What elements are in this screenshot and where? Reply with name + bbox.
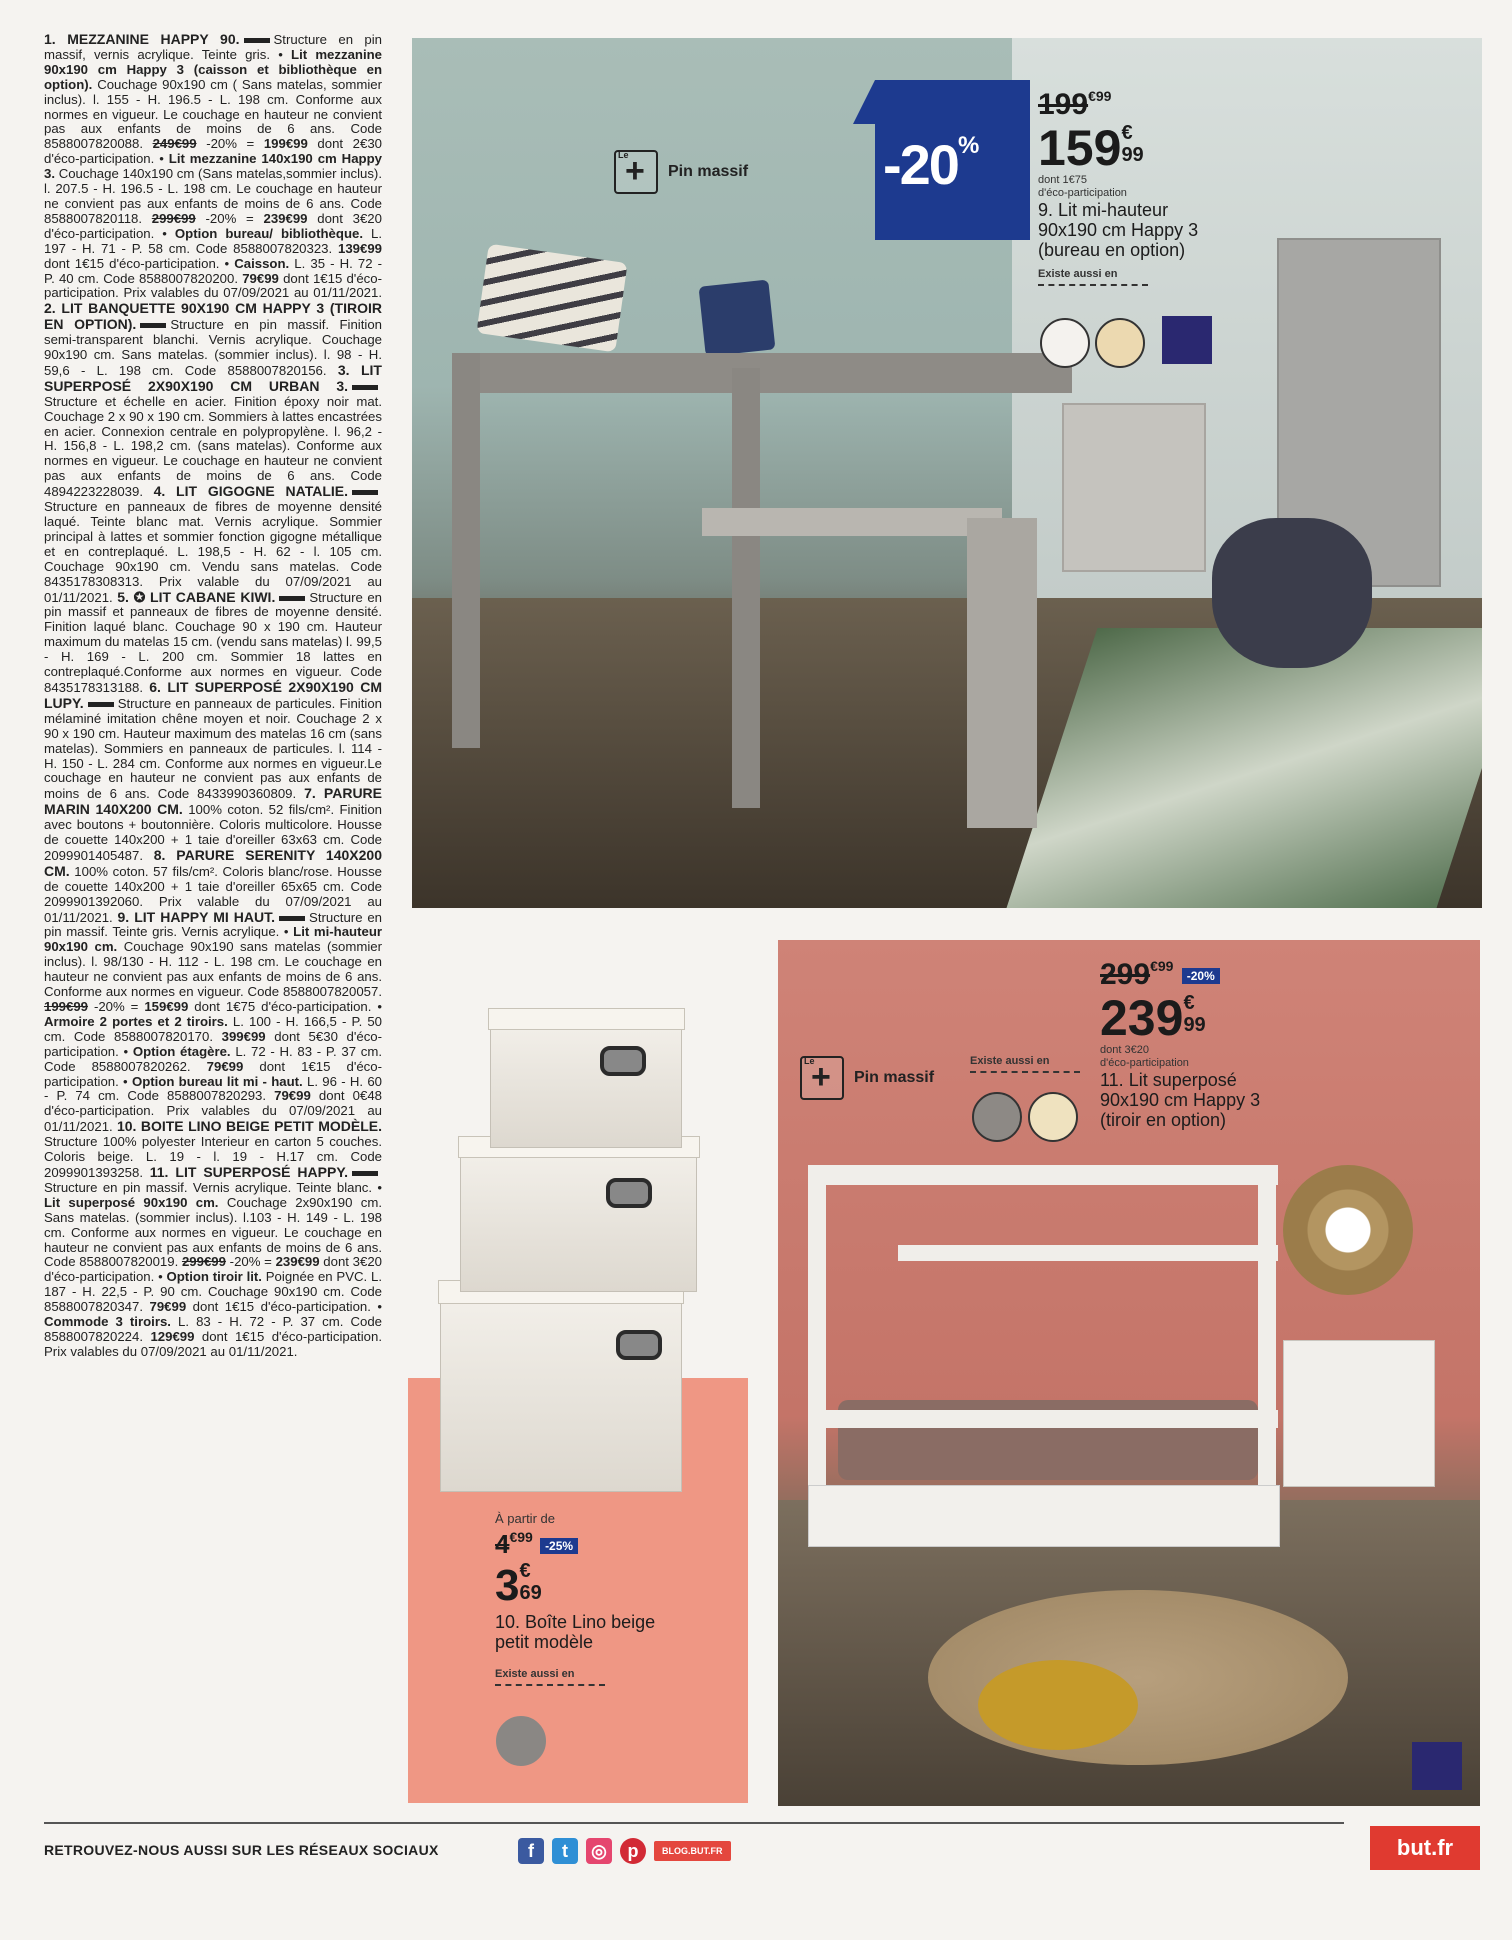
eco-participation xyxy=(1038,174,1258,200)
discount-badge: -25% xyxy=(540,1538,578,1554)
pinterest-icon[interactable]: p xyxy=(620,1838,646,1864)
new-price xyxy=(1100,992,1340,1044)
p11-text4: dont 3€20 d'éco-participation. • xyxy=(44,1254,382,1285)
storage-box-large xyxy=(440,1290,682,1492)
p9-bold3: Option étagère. xyxy=(132,1043,231,1059)
plus-icon-label: + Le xyxy=(804,1056,815,1066)
p1-text9: dont 1€15 d'éco-participation. • xyxy=(44,255,230,271)
new-price-cents: 99 xyxy=(1121,144,1144,166)
p1-text10: L. 35 - H. 72 - P. 40 cm. Code 8588007820200. xyxy=(44,255,382,286)
old-price-cents: €99 xyxy=(1150,958,1174,974)
pillow xyxy=(476,244,627,353)
p11-bold2: Option tiroir lit. xyxy=(166,1269,262,1285)
p1-price4: 79€99 xyxy=(242,270,279,286)
desk xyxy=(702,508,1002,536)
p9-price4: 79€99 xyxy=(274,1088,311,1104)
name-line: 10. Boîte Lino beige xyxy=(495,1612,656,1632)
sun-mirror xyxy=(1283,1165,1413,1295)
p1-new-price2: 239€99 xyxy=(263,210,308,226)
new-price xyxy=(495,1560,735,1612)
euro-sign: € xyxy=(519,1560,531,1582)
p8-text: 100% coton. 57 fils/cm². Coloris blanc/rose. Housse de couette 140x200 + 1 taie d'oreiller 65x65 cm. Code 2099901392060. Prix valable du 07/09/2021 au 01/11/2021. xyxy=(44,863,382,925)
p1-text2: Couchage 90x190 cm ( Sans matelas, sommier inclus). l. 155 - H. 196.5 - L. 198 cm. Conforme aux normes en vigueur. Le couchage en hauteur ne convient pas aux enfants de moins de 6 ans. Code 8588007820088. xyxy=(44,76,382,152)
p8-title: 8. PARURE SERENITY 140X200 CM. xyxy=(44,846,382,879)
product-descriptions xyxy=(44,32,382,1712)
dash xyxy=(88,702,114,707)
shelf xyxy=(1062,403,1206,572)
old-price-int: 299 xyxy=(1100,958,1151,991)
price-block-9 xyxy=(1038,88,1258,286)
also-available: Existe aussi en xyxy=(970,1055,1080,1073)
bunk-rail xyxy=(808,1165,1278,1185)
color-swatch-natural[interactable] xyxy=(1028,1092,1078,1142)
product-name xyxy=(1100,1070,1340,1130)
bean-bag xyxy=(1212,518,1372,668)
p11-bold3: Commode 3 tiroirs. xyxy=(44,1314,171,1330)
feature-tag-pin-massif xyxy=(800,1056,934,1100)
p11-text2: Couchage 2x90x190 cm. Sans matelas. (sommier inclus). l.103 - H. 149 - L. 198 cm. Conforme aux normes en vigueur. Le couchage en hauteur ne convient pas aux enfants de moins de 6 ans. Code 8588007820019. xyxy=(44,1194,382,1270)
euro-sign: € xyxy=(1183,992,1195,1014)
but-fr-logo-link[interactable]: but.fr xyxy=(1370,1826,1480,1870)
p4-title: 4. LIT GIGOGNE NATALIE. xyxy=(153,483,348,500)
p1-text11: dont 1€15 d'éco-participation. Prix valables du 07/09/2021 au 01/11/2021. xyxy=(44,270,382,301)
p1-old-price: 249€99 xyxy=(152,136,197,152)
also-available: Existe aussi en xyxy=(495,1668,605,1686)
old-price-cents: €99 xyxy=(509,1529,533,1545)
box-lid xyxy=(488,1008,685,1030)
discount-percent: % xyxy=(957,132,978,159)
p9-text: Structure en pin massif. Teinte gris. Vernis acrylique. • xyxy=(44,909,382,940)
p7-text: 100% coton. 52 fils/cm². Finition avec boutons + boutonnière. Coloris multicolore. Housse de couette 140x200 + 1 taie d'oreiller 63x63 cm. Code 2099901405487. xyxy=(44,802,382,863)
dash xyxy=(279,916,305,921)
p10-title: 10. BOITE LINO BEIGE PETIT MODÈLE. xyxy=(116,1118,382,1135)
p1-text4: dont 2€30 d'éco-participation. • xyxy=(44,136,382,167)
facebook-icon[interactable]: f xyxy=(518,1838,544,1864)
p1-bold4: Caisson. xyxy=(234,255,290,271)
p9-new-price: 159€99 xyxy=(144,999,189,1014)
p6-title: 6. LIT SUPERPOSÉ 2X90X190 CM LUPY. xyxy=(44,678,382,711)
p11-text7: L. 83 - H. 72 - P. 37 cm. Code 8588007820224. xyxy=(44,1314,382,1344)
old-price xyxy=(1100,958,1340,992)
name-line: (bureau en option) xyxy=(1038,240,1186,260)
box-handle xyxy=(606,1178,652,1208)
p3-title: 3. LIT SUPERPOSÉ 2X90X190 CM URBAN 3. xyxy=(44,361,382,394)
dash xyxy=(279,596,305,601)
p11-text6: dont 1€15 d'éco-participation. • xyxy=(192,1299,382,1315)
p11-title: 11. LIT SUPERPOSÉ HAPPY. xyxy=(149,1163,348,1180)
p11-text8: dont 1€15 d'éco-participation. Prix valables du 07/09/2021 au 01/11/2021. xyxy=(44,1328,382,1359)
p1-text5: Couchage 140x190 cm (Sans matelas,sommier inclus). l. 207.5 - H. 196.5 - L. 198 cm. Le couchage en hauteur ne convient pas aux enfants de moins de 6 ans. Code 8588007820118. xyxy=(44,166,382,226)
jute-rug xyxy=(928,1590,1348,1765)
p10-text: Structure 100% polyester Interieur en carton 5 couches. Coloris beige. L. 19 - l. 19 - H.17 cm. Code 2099901393258. xyxy=(44,1134,382,1180)
p11-old-price: 299€99 xyxy=(181,1254,226,1270)
footer-social-text: RETROUVEZ-NOUS AUSSI SUR LES RÉSEAUX SOCIAUX xyxy=(44,1842,439,1858)
old-price xyxy=(1038,88,1258,122)
discount-badge: -20% xyxy=(1182,968,1220,984)
p1-text3: -20% = xyxy=(206,136,255,152)
p9-text8: dont 1€15 d'éco-participation. • xyxy=(44,1058,382,1089)
bunk-rail xyxy=(808,1410,1278,1428)
discount-value: -20 xyxy=(883,133,958,196)
footer-divider xyxy=(44,1822,1344,1824)
box-handle xyxy=(616,1330,662,1360)
p9-text9: L. 96 - H. 60 - P. 74 cm. Code 8588007820293. xyxy=(44,1073,382,1104)
p9-text6: dont 5€30 d'éco-participation. • xyxy=(44,1028,382,1059)
dash xyxy=(140,323,166,328)
p9-price3: 79€99 xyxy=(206,1058,244,1074)
eco-line: d'éco-participation xyxy=(1038,187,1127,199)
dash xyxy=(352,1171,378,1176)
color-swatch-grey[interactable] xyxy=(972,1092,1022,1142)
old-price-int: 4 xyxy=(495,1529,510,1559)
name-line: petit modèle xyxy=(495,1632,594,1652)
dash xyxy=(244,38,270,43)
discount-badge xyxy=(875,80,1030,240)
p5-title: 5. ✪ LIT CABANE KIWI. xyxy=(117,588,276,605)
p1-text8: L. 197 - H. 71 - P. 58 cm. Code 8588007820323. xyxy=(44,225,382,256)
feature-label: Pin massif xyxy=(668,163,749,180)
p9-text3: -20% = xyxy=(93,999,139,1014)
bed-leg xyxy=(732,368,760,808)
dresser xyxy=(1283,1340,1435,1487)
bed-drawer xyxy=(808,1485,1280,1547)
p1-text: Structure en pin massif, vernis acrylique. Teinte gris. • xyxy=(44,32,382,62)
old-price-cents: €99 xyxy=(1088,88,1112,104)
color-swatch-natural[interactable] xyxy=(1095,318,1145,368)
color-swatch-white[interactable] xyxy=(1040,318,1090,368)
new-price-cents: 99 xyxy=(1183,1014,1206,1036)
name-line: 9. Lit mi-hauteur xyxy=(1038,200,1169,220)
p1-bold: Lit mezzanine 90x190 cm Happy 3 (caisson et bibliothèque en option). xyxy=(44,46,382,92)
p1-new-price: 199€99 xyxy=(263,136,308,152)
feature-tag-pin-massif xyxy=(614,150,748,194)
box-handle xyxy=(600,1046,646,1076)
blog-link[interactable]: BLOG.BUT.FR xyxy=(654,1841,731,1861)
p4-text: Structure en panneaux de fibres de moyenne densité laqué. Teinte blanc mat. Vernis acrylique. Sommier principal à lattes et sommier fonction gigogne métallique et en contreplaqué. L. 198,5 - H. 62 - l. 105 cm. Couchage 90x190 cm. Vendu sans matelas. Code 8435178308313. Prix valable du 07/09/2021 au 01/11/2021. xyxy=(44,499,382,605)
p11-bold: Lit superposé 90x190 cm. xyxy=(44,1194,219,1210)
product-name xyxy=(1038,200,1258,260)
p2-text: Structure en pin massif. Finition semi-transparent blanchi. Vernis acrylique. Couchage 90x190 cm. Sans matelas. (sommier inclus). l. 98 - H. 59,6 - L. 198 cm. Code 8588007820156. xyxy=(44,317,382,378)
feature-label: Pin massif xyxy=(854,1069,935,1086)
old-price xyxy=(495,1529,735,1560)
dash xyxy=(352,385,378,390)
p9-bold2: Armoire 2 portes et 2 tiroirs. xyxy=(44,1013,228,1029)
social-links xyxy=(518,1838,731,1864)
price-block-10 xyxy=(495,1512,735,1686)
p9-text10: dont 0€48 d'éco-participation. Prix valables du 07/09/2021 au 01/11/2021. xyxy=(44,1088,382,1135)
floor-cushion xyxy=(978,1660,1138,1750)
p9-old-price: 199€99 xyxy=(44,999,89,1014)
new-price-int: 239 xyxy=(1100,990,1184,1046)
p9-text5: L. 100 - H. 166,5 - P. 50 cm. Code 8588007820170. xyxy=(44,1013,382,1044)
price-block-11 xyxy=(1100,958,1340,1130)
eco-participation xyxy=(1100,1044,1340,1070)
p1-text6: -20% = xyxy=(205,210,254,226)
eco-line: dont 3€20 xyxy=(1100,1044,1149,1056)
p3-text: Structure et échelle en acier. Finition époxy noir mat. Couchage 2 x 90 x 190 cm. Sommiers à lattes encastrées en acier. Connexion centrale en polypropylène. l. 96,2 - H. 156,8 - L. 198,2 cm. (sans matelas). Conforme aux normes en vigueur. Le couchage en hauteur ne convient pas aux enfants de moins de 6 ans. Code 4894223228039. xyxy=(44,393,382,500)
fabrication-logo xyxy=(1162,316,1212,364)
p9-text4: dont 1€75 d'éco-participation. • xyxy=(194,999,382,1014)
eco-line: d'éco-participation xyxy=(1100,1057,1189,1069)
new-price-cents: 69 xyxy=(519,1582,542,1604)
p9-title: 9. LIT HAPPY MI HAUT. xyxy=(117,908,276,925)
p9-price2: 399€99 xyxy=(221,1028,266,1044)
bunk-post xyxy=(808,1165,826,1495)
name-line: (tiroir en option) xyxy=(1100,1110,1227,1130)
storage-box-medium xyxy=(460,1145,697,1292)
name-line: 90x190 cm Happy 3 xyxy=(1100,1090,1261,1110)
p9-bold4: Option bureau lit mi - haut. xyxy=(131,1073,303,1089)
color-swatch-grey[interactable] xyxy=(496,1716,546,1766)
p1-bold2: Lit mezzanine 140x190 cm Happy 3. xyxy=(44,151,382,182)
instagram-icon[interactable]: ◎ xyxy=(586,1838,612,1864)
product-name xyxy=(495,1612,735,1652)
name-line: 90x190 cm Happy 3 xyxy=(1038,220,1199,240)
p2-title: 2. LIT BANQUETTE 90X190 CM HAPPY 3 (TIROIR EN OPTION). xyxy=(44,300,382,333)
twitter-icon[interactable]: t xyxy=(552,1838,578,1864)
bunk-rail xyxy=(898,1245,1278,1261)
euro-sign: € xyxy=(1121,122,1133,144)
fabrication-logo xyxy=(1412,1742,1462,1790)
also-available: Existe aussi en xyxy=(1038,268,1148,286)
desk-side xyxy=(967,518,1037,828)
plus-icon-label: + Le xyxy=(618,150,629,160)
p11-price3: 129€99 xyxy=(150,1328,195,1344)
new-price-int: 159 xyxy=(1038,120,1122,176)
p9-text2: Couchage 90x190 sans matelas (sommier inclus). l. 98/130 - H. 112 - L. 198 cm. Le couchage en hauteur ne convient pas aux enfants de moins de 6 ans. Conforme aux normes en vigueur. Code 8588007820057. xyxy=(44,939,382,1000)
p11-text: Structure en pin massif. Vernis acrylique. Teinte blanc. • xyxy=(44,1179,382,1195)
p5-text: Structure en pin massif et panneaux de fibres de moyenne densité. Finition laqué blanc. Couchage 90 x 190 cm. Hauteur maximum du matelas 15 cm. (vendu sans matelas) l. 99,5 - H. 169 - L. 200 cm. Sommier 18 lattes en contreplaqué.Conforme aux normes en vigueur. Code 8435178313188. xyxy=(44,589,382,695)
new-price xyxy=(1038,122,1258,174)
p7-title: 7. PARURE MARIN 140X200 CM. xyxy=(44,785,382,818)
name-line: 11. Lit superposé xyxy=(1100,1070,1237,1090)
new-price-int: 3 xyxy=(495,1561,520,1610)
pillow xyxy=(699,280,776,357)
p11-new-price: 239€99 xyxy=(275,1254,320,1270)
p1-bold3: Option bureau/ bibliothèque. xyxy=(174,225,363,241)
bed-leg xyxy=(452,353,480,748)
dash xyxy=(352,490,378,495)
p1-price3: 139€99 xyxy=(337,240,382,256)
old-price-int: 199 xyxy=(1038,88,1089,121)
p6-text: Structure en panneaux de particules. Finition mélaminé imitation chêne moyen et noir. Couchage 2 x 90 x 190 cm. Hauteur maximum des matelas 16 cm (sans matelas). Sommiers en panneaux de particules. l. 114 - H. 150 - L. 284 cm. Conforme aux normes en vigueur.Le couchage en hauteur ne convient pas aux enfants de moins de 6 ans. Code 8433990360809. xyxy=(44,695,382,802)
p9-bold: Lit mi-hauteur 90x190 cm. xyxy=(44,924,382,955)
p9-text7: L. 72 - H. 83 - P. 37 cm. Code 8588007820262. xyxy=(44,1043,382,1074)
p11-price2: 79€99 xyxy=(149,1299,187,1315)
plus-icon xyxy=(800,1056,844,1100)
storage-box-small xyxy=(490,1018,682,1148)
plus-icon xyxy=(614,150,658,194)
p1-text7: dont 3€20 d'éco-participation. • xyxy=(44,210,382,241)
p11-text3: -20% = xyxy=(229,1254,272,1270)
p1-title: 1. MEZZANINE HAPPY 90. xyxy=(44,32,240,47)
p1-old-price2: 299€99 xyxy=(151,210,196,226)
also-available-block xyxy=(970,1055,1080,1073)
eco-line: dont 1€75 xyxy=(1038,174,1087,186)
from-label: À partir de xyxy=(495,1511,555,1526)
p11-text5: Poignée en PVC. L. 187 - H. 22,5 - P. 90 cm. Couchage 90x190 cm. Code 8588007820347. xyxy=(44,1269,382,1315)
bunk-post xyxy=(1258,1170,1276,1500)
bed-frame xyxy=(452,353,1072,393)
